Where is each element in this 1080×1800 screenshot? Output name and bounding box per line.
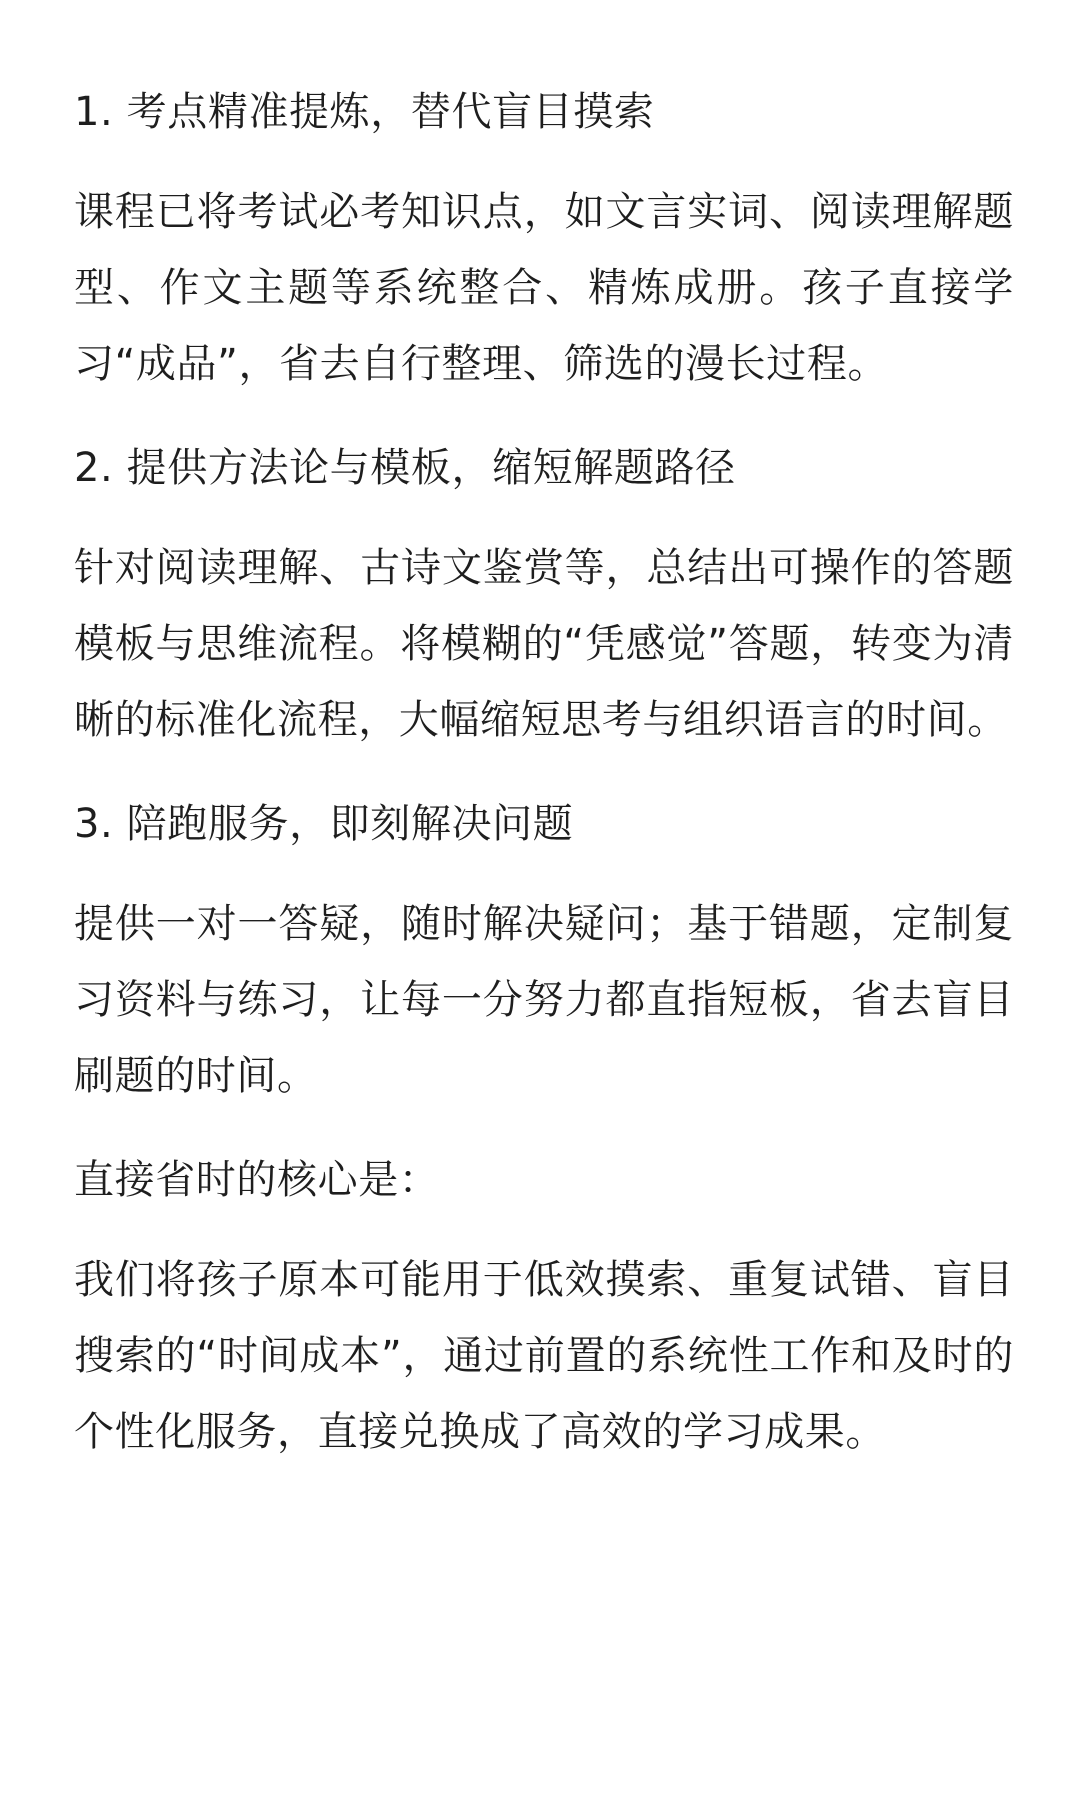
summary-heading: 直接省时的核心是： <box>74 1157 440 1203</box>
section-2-body: 针对阅读理解、古诗文鉴赏等，总结出可操作的答题模板与思维流程。将模糊的“凭感觉”答题，转变为清晰的标准化流程，大幅缩短思考与组织语言的时间。 <box>74 545 1014 743</box>
section-3-heading: 3. 陪跑服务，即刻解决问题 <box>74 801 574 847</box>
section-2-heading: 2. 提供方法论与模板，缩短解题路径 <box>74 445 736 491</box>
summary-body: 我们将孩子原本可能用于低效摸索、重复试错、盲目搜索的“时间成本”，通过前置的系统性工作和及时的个性化服务，直接兑换成了高效的学习成果。 <box>74 1257 1014 1455</box>
article <box>74 74 1014 1498</box>
section-1-heading: 1. 考点精准提炼，替代盲目摸索 <box>74 89 655 135</box>
section-3-body: 提供一对一答疑，随时解决疑问；基于错题，定制复习资料与练习，让每一分努力都直指短板，省去盲目刷题的时间。 <box>74 901 1014 1099</box>
section-1-body: 课程已将考试必考知识点，如文言实词、阅读理解题型、作文主题等系统整合、精炼成册。孩子直接学习“成品”，省去自行整理、筛选的漫长过程。 <box>74 189 1014 387</box>
